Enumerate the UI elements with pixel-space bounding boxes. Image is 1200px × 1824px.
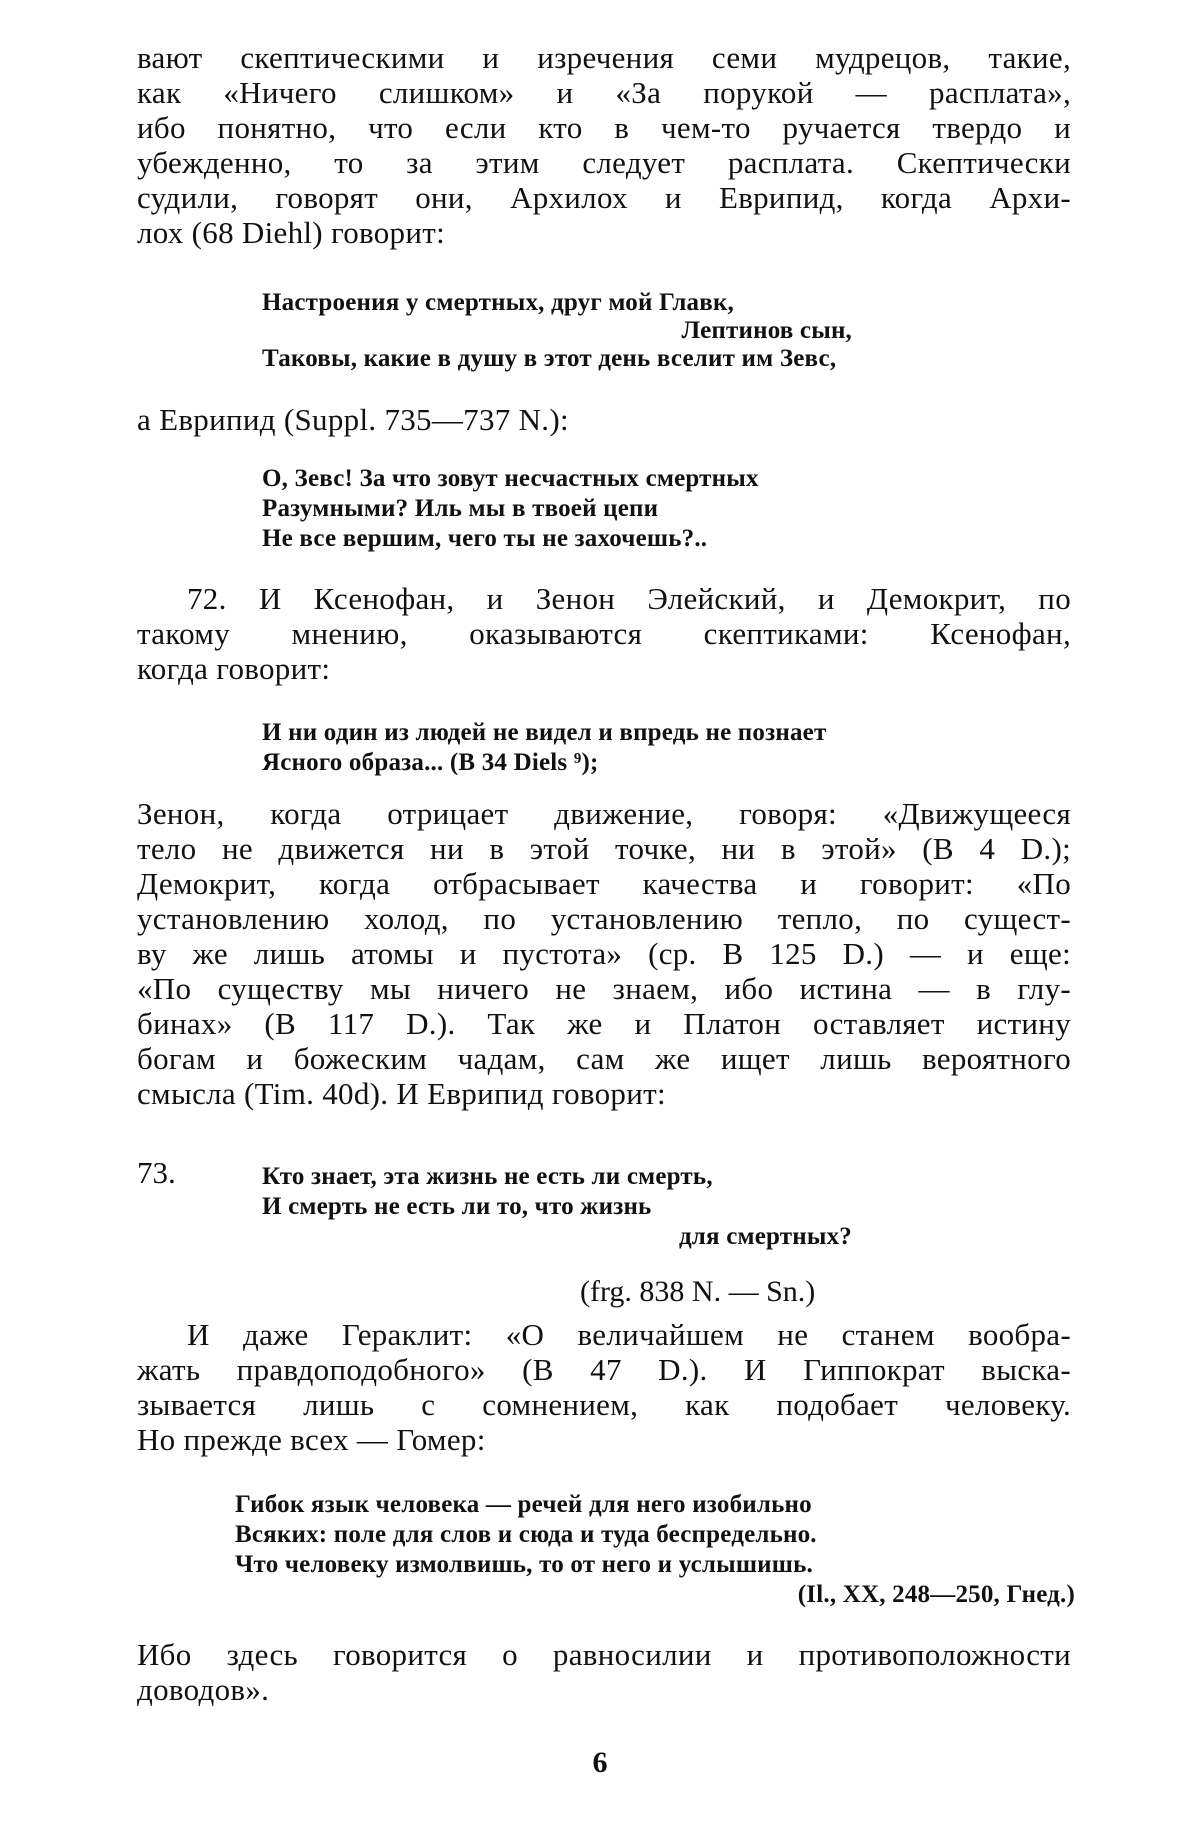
text-line: ибо понятно, что если кто в чем-то ручается твердо и bbox=[137, 110, 1071, 145]
text-line: жать правдоподобного» (B 47 D.). И Гиппократ выска- bbox=[137, 1352, 1071, 1387]
verse-line: Всяких: поле для слов и сюда и туда беспредельно. bbox=[235, 1521, 817, 1548]
text-line: тело не движется ни в этой точке, ни в этой» (B 4 D.); bbox=[137, 831, 1071, 866]
verse-euripides-suppl bbox=[262, 464, 902, 554]
text-line: ву же лишь атомы и пустота» (ср. B 125 D.) — и еще: bbox=[137, 936, 1071, 971]
text-line: 72. И Ксенофан, и Зенон Элейский, и Демокрит, по bbox=[187, 581, 1071, 616]
text-line: когда говорит: bbox=[137, 651, 331, 686]
paragraph-zeno-democritus bbox=[137, 796, 1071, 1111]
verse-line: И смерть не есть ли то, что жизнь bbox=[262, 1193, 652, 1220]
page-number: 6 bbox=[592, 1746, 608, 1779]
text-line: судили, говорят они, Архилох и Еврипид, когда Архи- bbox=[137, 180, 1071, 215]
text-line: такому мнению, оказываются скептиками: Ксенофан, bbox=[137, 616, 1071, 651]
verse-line: Гибок язык человека — речей для него изобильно bbox=[235, 1491, 812, 1518]
text-line: богам и божеским чадам, сам же ищет лишь вероятного bbox=[137, 1041, 1071, 1076]
verse-line: Настроения у смертных, друг мой Главк, bbox=[262, 289, 735, 316]
text-line: зывается лишь с сомнением, как подобает человеку. bbox=[137, 1387, 1071, 1422]
text-line: Но прежде всех — Гомер: bbox=[137, 1422, 486, 1457]
verse-line: Не все вершим, чего ты не захочешь?.. bbox=[262, 525, 708, 552]
section-number-73: 73. bbox=[137, 1155, 176, 1190]
verse-xenophanes bbox=[262, 718, 1042, 778]
verse-homer bbox=[235, 1490, 1075, 1610]
verse-line: Разумными? Иль мы в твоей цепи bbox=[262, 495, 659, 522]
text-line: установлению холод, по установлению тепло, по сущест- bbox=[137, 901, 1071, 936]
text-line: «По существу мы ничего не знаем, ибо истина — в глу- bbox=[137, 971, 1071, 1006]
text-line: бинах» (B 117 D.). Так же и Платон оставляет истину bbox=[137, 1006, 1071, 1041]
paragraph-final bbox=[137, 1637, 1071, 1707]
paragraph-sages bbox=[137, 40, 1071, 250]
text-line: Зенон, когда отрицает движение, говоря: «Движущееся bbox=[137, 796, 1071, 831]
verse-line: Таковы, какие в душу в этот день вселит им Зевс, bbox=[262, 345, 837, 372]
text-line: Ибо здесь говорится о равносилии и противоположности bbox=[137, 1637, 1071, 1672]
paragraph-heraclitus bbox=[137, 1317, 1071, 1457]
text-line: лох (68 Diehl) говорит: bbox=[137, 215, 445, 250]
text-line: смысла (Tim. 40d). И Еврипид говорит: bbox=[137, 1076, 666, 1111]
text-line: как «Ничего слишком» и «За порукой — расплата», bbox=[137, 75, 1071, 110]
text-line: доводов». bbox=[137, 1672, 270, 1707]
verse-reference: (frg. 838 N. — Sn.) bbox=[580, 1275, 816, 1308]
paragraph-euripides-intro bbox=[137, 402, 1071, 437]
verse-line: Ясного образа... (B 34 Diels ⁹); bbox=[262, 749, 599, 776]
text-line: вают скептическими и изречения семи мудрецов, такие, bbox=[137, 40, 1071, 75]
text-line: убежденно, то за этим следует расплата. Скептически bbox=[137, 145, 1071, 180]
verse-line: для смертных? bbox=[678, 1223, 852, 1250]
verse-line: Лептинов сын, bbox=[681, 317, 852, 344]
verse-line: Что человеку измолвишь, то от него и услышишь. bbox=[235, 1551, 813, 1578]
verse-euripides-frg bbox=[262, 1162, 852, 1252]
verse-archilochus bbox=[262, 288, 852, 374]
verse-line: Кто знает, эта жизнь не есть ли смерть, bbox=[262, 1163, 713, 1190]
verse-line: И ни один из людей не видел и впредь не познает bbox=[262, 719, 827, 746]
text-line: Демокрит, когда отбрасывает качества и говорит: «По bbox=[137, 866, 1071, 901]
paragraph-72 bbox=[137, 581, 1071, 686]
verse-reference: (Il., XX, 248—250, Гнед.) bbox=[797, 1581, 1075, 1608]
text-line: а Еврипид (Suppl. 735—737 N.): bbox=[137, 402, 569, 437]
verse-line: О, Зевс! За что зовут несчастных смертных bbox=[262, 465, 759, 492]
text-line: И даже Гераклит: «О величайшем не станем вообра- bbox=[187, 1317, 1071, 1352]
